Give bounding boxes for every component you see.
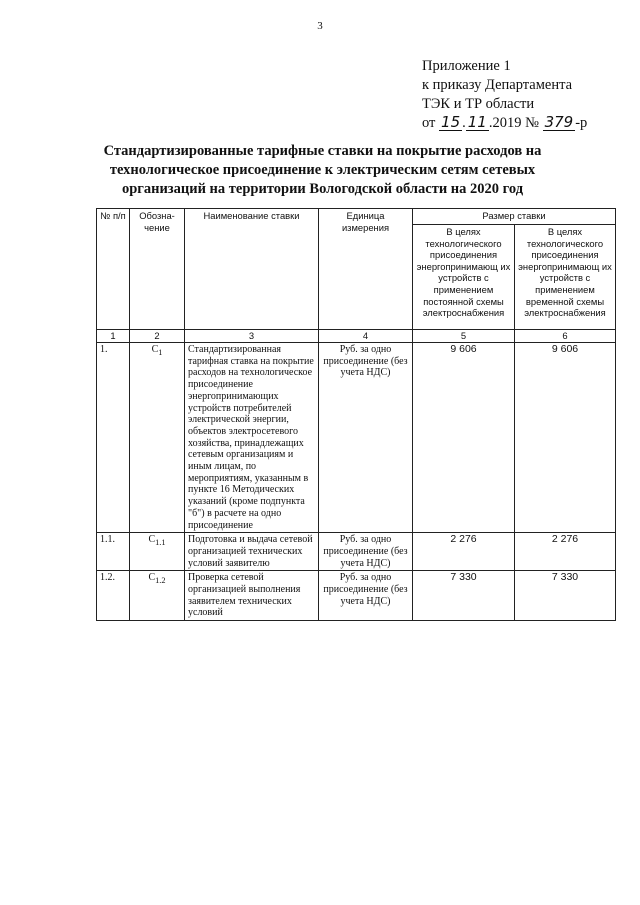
table-row [97,533,616,571]
header-rate-temporary: В целях технологического присоединения энергопринимающ их устройств с применением временной схемы электроснабжения [515,225,616,330]
date-month: 11 [467,113,487,131]
document-title: Стандартизированные тарифные ставки на покрытие расходов на технологическое присоединение к электрическим сетям сетевых организаций на территории Вологодской области на 2020 год [103,143,542,197]
date-year: .2019 № [488,115,539,131]
table-row [97,571,616,621]
designation-sub: 1.1 [155,538,166,548]
row-rate-permanent: 7 330 [413,571,515,621]
order-number: 379 [544,113,574,131]
header-rate-size: Размер ставки [413,209,616,225]
order-number-suffix: -р [575,115,588,131]
appendix-line-2: к приказу Департамента [422,77,573,93]
column-number: 3 [185,330,319,343]
column-number: 5 [413,330,515,343]
row-name: Подготовка и выдача сетевой организацией технических условий заявителю [185,533,319,571]
row-name: Проверка сетевой организацией выполнения заявителем технических условий [185,571,319,621]
date-separator: . [462,115,466,131]
row-unit: Руб. за одно присоединение (без учета НДС) [319,533,413,571]
row-rate-permanent: 2 276 [413,533,515,571]
column-number: 4 [319,330,413,343]
row-rate-temporary: 9 606 [515,343,616,533]
row-designation [130,533,185,571]
row-designation [130,343,185,533]
date-prefix: от [422,115,436,131]
row-rate-permanent: 9 606 [413,343,515,533]
designation-base: C [151,344,159,355]
row-unit: Руб. за одно присоединение (без учета НДС) [319,571,413,621]
designation-sub: 1 [158,348,163,357]
table-row [97,343,616,533]
row-rate-temporary: 7 330 [515,571,616,621]
column-number: 1 [97,330,130,343]
designation-sub: 1.2 [155,576,166,586]
row-rate-temporary: 2 276 [515,533,616,571]
row-name: Стандартизированная тарифная ставка на покрытие расходов на технологическое присоединение энергопринимающих устройств потребителей электрической энергии, объектов электросетевого хозяйства, принадлежащих сетевым организациям и иным лицам, по мероприятиям, указанным в пункте 16 Методических указаний (кроме подпункта "б") в расчете на одно присоединение [185,343,319,533]
header-name: Наименование ставки [185,209,319,330]
row-number: 1.1. [97,533,130,571]
row-unit: Руб. за одно присоединение (без учета НДС) [319,343,413,533]
header-num: № п/п [97,209,130,330]
header-unit: Единица измерения [319,209,413,330]
page-number: 3 [317,20,323,32]
rates-table [96,208,616,621]
row-number: 1.2. [97,571,130,621]
date-day: 15 [441,113,461,131]
designation-base: C [148,534,156,546]
designation-base: C [148,572,156,584]
row-number: 1. [97,343,130,533]
column-number-row [97,330,616,343]
appendix-line-1: Приложение 1 [422,58,511,74]
column-number: 6 [515,330,616,343]
column-number: 2 [130,330,185,343]
header-designation: Обозна-чение [130,209,185,330]
appendix-line-3: ТЭК и ТР области [422,96,535,112]
header-rate-permanent: В целях технологического присоединения энергопринимающ их устройств с применением постоянной схемы электроснабжения [413,225,515,330]
row-designation [130,571,185,621]
appendix-date-line [422,114,587,133]
appendix-block [422,57,587,133]
